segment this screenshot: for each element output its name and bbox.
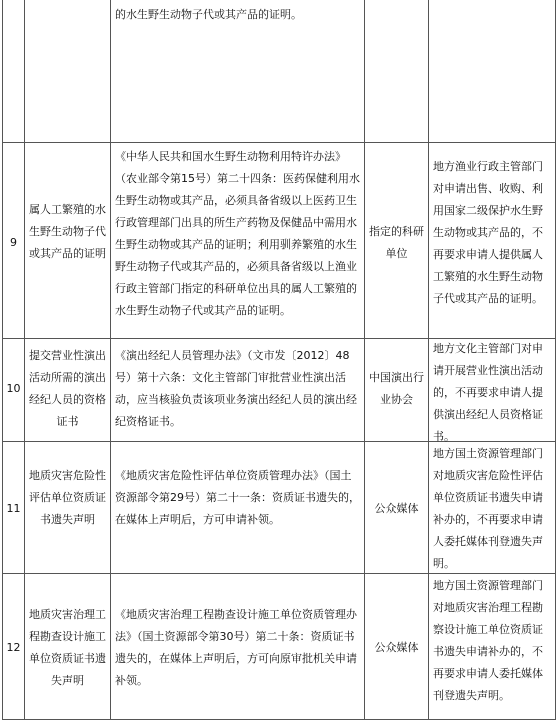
certificate-table: [2, 0, 556, 720]
alternative-method: 指定的科研单位: [369, 225, 424, 260]
certificate-name: 属人工繁殖的水生野生动物子代或其产品的证明: [29, 203, 106, 260]
alternative-method: 公众媒体: [374, 502, 419, 515]
note-text: 地方文化主管部门对申请开展营业性演出活动的，不再要求申请人提供演出经纪人员资格证书。: [433, 342, 543, 443]
row-divider: [2, 142, 556, 143]
row-number: 12: [6, 641, 21, 654]
row-divider: [2, 719, 556, 720]
note-text: 地方国土资源管理部门对地质灾害治理工程勘察设计施工单位资质证书遗失申请补办的，不再要求申请人委托媒体刊登遗失声明。: [433, 579, 543, 702]
column-divider: [364, 0, 365, 720]
basis-text: 《演出经纪人员管理办法》（文市发〔2012〕48号）第十六条：文化主管部门审批营业性演出活动，应当核验负责该项业务演出经纪人员的演出经纪资格证书。: [115, 349, 357, 428]
note-text: 地方国土资源管理部门对地质灾害危险性评估单位资质证书遗失申请补办的，不再要求申请人委托媒体刊登遗失声明。: [433, 447, 543, 570]
row-number: 11: [6, 502, 21, 515]
column-divider: [2, 0, 3, 720]
basis-text: 《地质灾害治理工程勘查设计施工单位资质管理办法》（国土资源部令第30号）第二十条：资质证书遗失的，在媒体上声明后，方可向原审批机关申请补领。: [115, 608, 357, 687]
alternative-method: 中国演出行业协会: [369, 371, 424, 406]
basis-text: 《中华人民共和国水生野生动物利用特许办法》（农业部令第15号）第二十四条：医药保健利用水生野生动物或其产品，必须具备省级以上医药卫生行政管理部门出具的所生产药物及保健品中需用水生野生动物或其产品的证明；利用驯养繁殖的水生野生动物子代或其产品的，必须具备省级以上渔业行政主管部门指定的科研单位出具的属人工繁殖的水生野生动物子代或其产品的证明。: [115, 150, 360, 317]
row-number: 10: [6, 382, 21, 395]
basis-text: 的水生野生动物子代或其产品的证明。: [115, 8, 302, 21]
certificate-name: 地质灾害治理工程勘查设计施工单位资质证书遗失声明: [29, 608, 106, 687]
alternative-method: 公众媒体: [374, 641, 419, 654]
basis-text: 《地质灾害危险性评估单位资质管理办法》（国土资源部令第29号）第二十一条：资质证书遗失的，在媒体上声明后，方可申请补领。: [115, 469, 360, 526]
row-number: 9: [10, 236, 17, 249]
certificate-name: 地质灾害危险性评估单位资质证书遗失声明: [29, 469, 106, 526]
certificate-name: 提交营业性演出活动所需的演出经纪人员的资格证书: [29, 349, 106, 428]
column-divider: [555, 0, 556, 720]
note-text: 地方渔业行政主管部门对申请出售、收购、利用国家二级保护水生野生动物或其产品的，不再要求申请人提供属人工繁殖的水生野生动物子代或其产品的证明。: [433, 160, 543, 305]
